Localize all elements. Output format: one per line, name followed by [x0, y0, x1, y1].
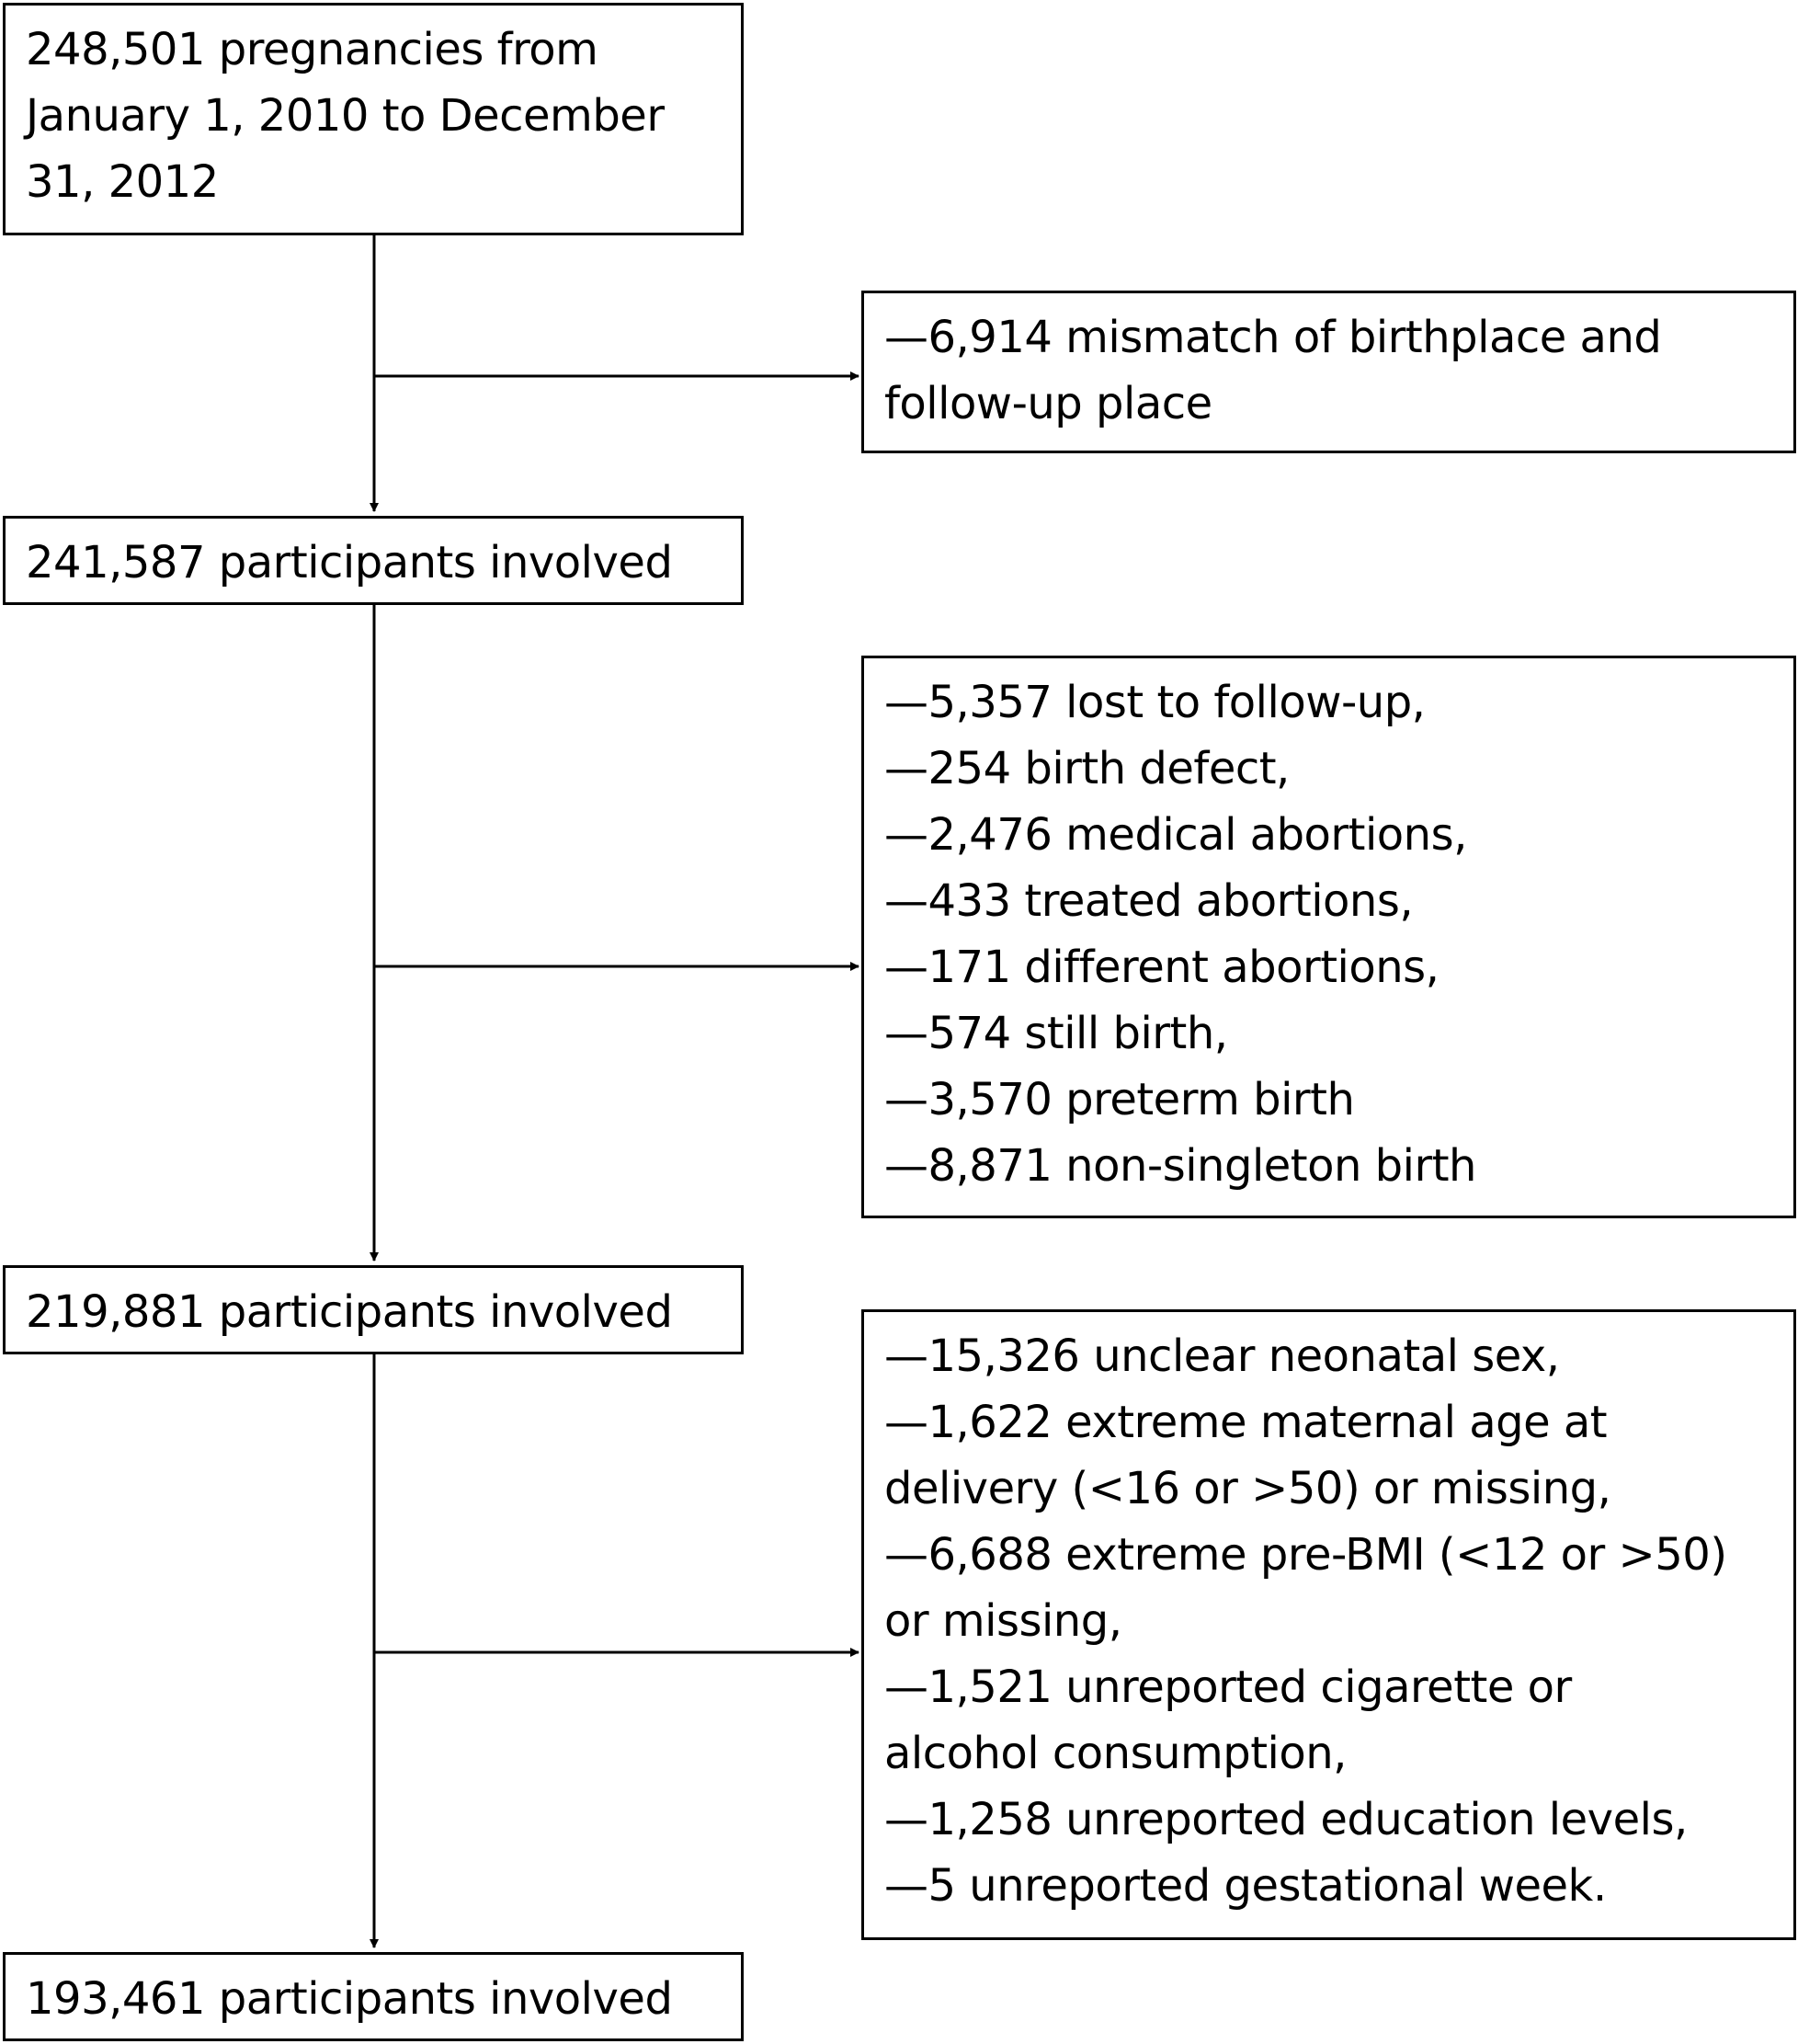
exclusion-line: alcohol consumption,	[884, 1728, 1347, 1779]
exclusion-line: —1,258 unreported education levels,	[884, 1794, 1688, 1845]
exclusion-line: —1,521 unreported cigarette or	[884, 1661, 1572, 1713]
exclusion-line: —433 treated abortions,	[884, 875, 1414, 927]
step-box-label: 241,587 participants involved	[26, 537, 673, 588]
start-box-line: 248,501 pregnancies from	[26, 24, 598, 75]
final-box	[3, 1952, 744, 2041]
final-box-label: 193,461 participants involved	[26, 1973, 673, 2025]
step-box-1	[3, 516, 744, 605]
step-box-label: 219,881 participants involved	[26, 1286, 673, 1338]
exclusion-box-1	[861, 291, 1796, 453]
start-box-line: January 1, 2010 to December	[26, 90, 665, 142]
exclusion-line: delivery (<16 or >50) or missing,	[884, 1463, 1611, 1514]
exclusion-line: —6,914 mismatch of birthplace and	[884, 312, 1662, 363]
exclusion-box-3	[861, 1309, 1796, 1940]
exclusion-line: or missing,	[884, 1595, 1122, 1647]
exclusion-line: follow-up place	[884, 378, 1212, 429]
exclusion-box-2	[861, 656, 1796, 1218]
exclusion-line: —5,357 lost to follow-up,	[884, 677, 1426, 728]
exclusion-line: —574 still birth,	[884, 1008, 1228, 1059]
exclusion-line: —5 unreported gestational week.	[884, 1860, 1607, 1912]
exclusion-line: —171 different abortions,	[884, 942, 1440, 993]
exclusion-line: —15,326 unclear neonatal sex,	[884, 1330, 1560, 1382]
exclusion-line: —3,570 preterm birth	[884, 1074, 1355, 1125]
exclusion-line: —2,476 medical abortions,	[884, 809, 1467, 861]
start-box	[3, 3, 744, 235]
exclusion-line: —254 birth defect,	[884, 743, 1290, 794]
exclusion-line: —8,871 non-singleton birth	[884, 1140, 1476, 1192]
exclusion-line: —6,688 extreme pre-BMI (<12 or >50)	[884, 1529, 1727, 1581]
step-box-2	[3, 1265, 744, 1354]
start-box-line: 31, 2012	[26, 156, 219, 208]
exclusion-line: —1,622 extreme maternal age at	[884, 1397, 1608, 1448]
